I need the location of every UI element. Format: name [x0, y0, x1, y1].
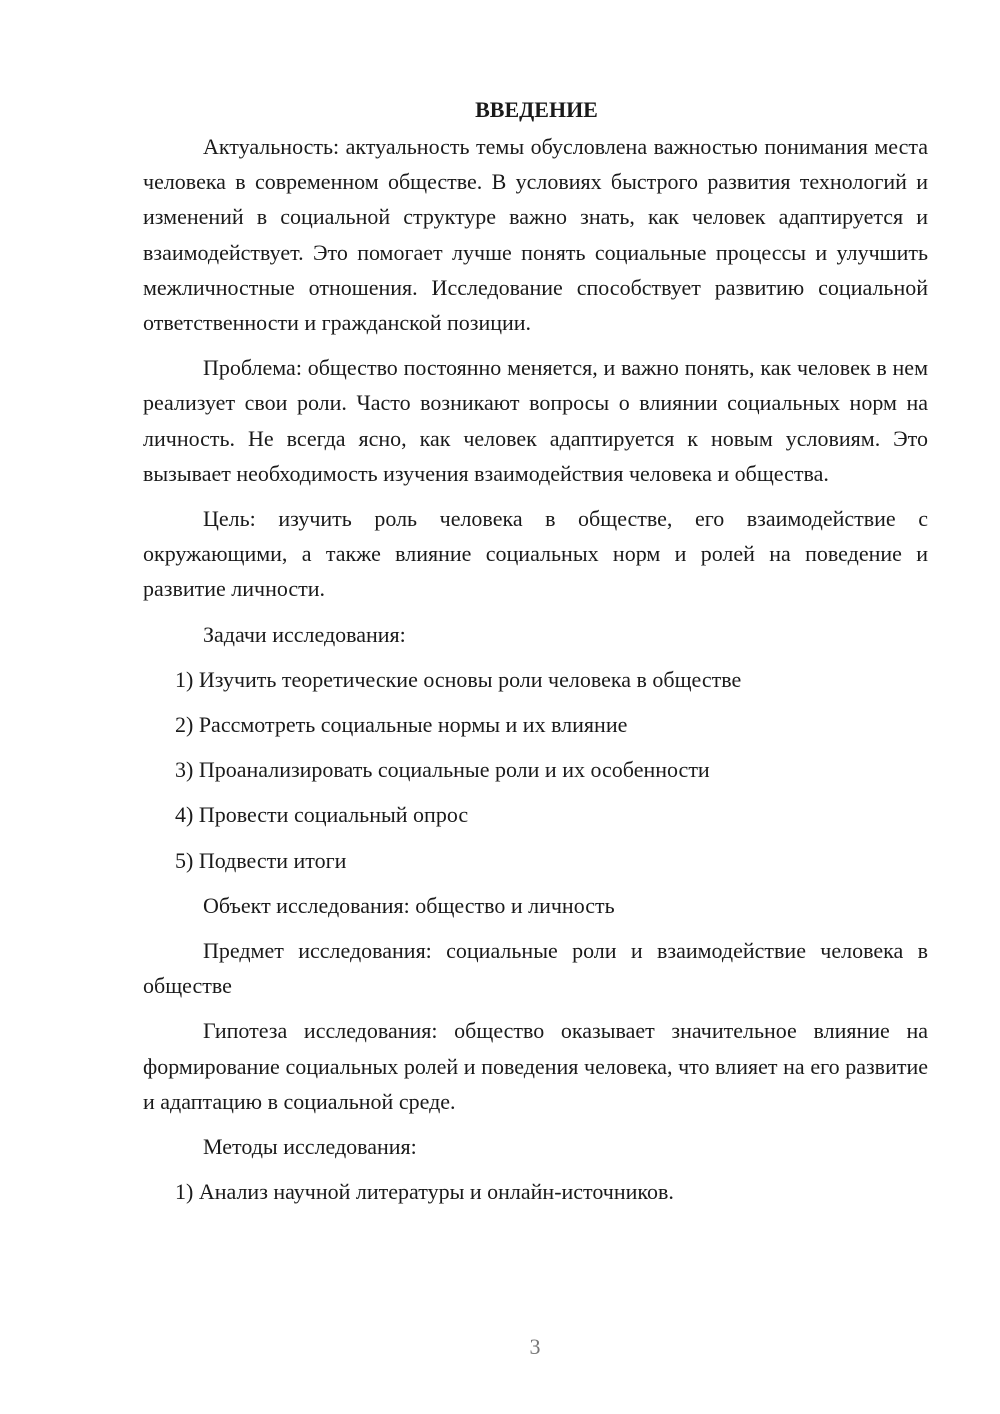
task-item: 5) Подвести итоги: [175, 847, 347, 873]
tasks-heading: Задачи исследования:: [203, 621, 406, 647]
methods-heading: Методы исследования:: [203, 1134, 417, 1160]
task-item: 2) Рассмотреть социальные нормы и их влияние: [175, 712, 628, 738]
task-item: 4) Провести социальный опрос: [175, 802, 469, 828]
document-page: [143, 92, 928, 1219]
page-number: 3: [529, 1334, 541, 1359]
object-line: Объект исследования: общество и личность: [203, 892, 615, 918]
method-item: 1) Анализ научной литературы и онлайн-источников.: [175, 1179, 674, 1205]
hypothesis-paragraph: Гипотеза исследования: общество оказывает значительное влияние на формирование социальных ролей и поведения человека, что влияет на его развитие и адаптацию в социальной среде.: [143, 1018, 928, 1114]
problem-paragraph: Проблема: общество постоянно меняется, и важно понять, как человек в нем реализует свои роли. Часто возникают вопросы о влиянии социальных норм на личность. Не всегда ясно, как человек адаптируется к новым условиям. Это вызывает необходимость изучения взаимодействия человека и общества.: [143, 355, 928, 486]
task-item: 3) Проанализировать социальные роли и их особенности: [175, 757, 710, 783]
relevance-paragraph: Актуальность: актуальность темы обусловлена важностью понимания места человека в современном обществе. В условиях быстрого развития технологий и изменений в социальной структуре важно знать, как человек адаптируется и взаимодействует. Это помогает лучше понять социальные процессы и улучшить межличностные отношения. Исследование способствует развитию социальной ответственности и гражданской позиции.: [143, 134, 928, 336]
section-title: ВВЕДЕНИЕ: [475, 97, 598, 122]
goal-paragraph: Цель: изучить роль человека в обществе, его взаимодействие с окружающими, а также влияние социальных норм и ролей на поведение и развитие личности.: [143, 506, 928, 602]
task-item: 1) Изучить теоретические основы роли человека в обществе: [175, 666, 742, 692]
subject-paragraph: Предмет исследования: социальные роли и взаимодействие человека в обществе: [143, 938, 928, 999]
